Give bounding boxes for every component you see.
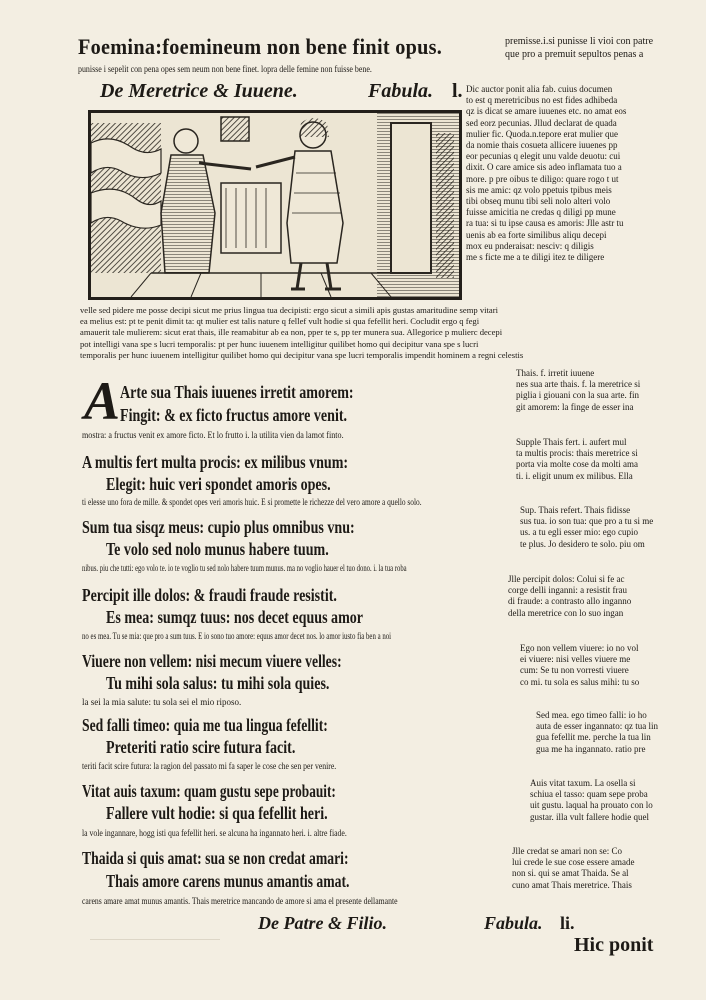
closing-verse: Foemina:foemineum non bene finit opus. — [78, 34, 443, 59]
commentary-line: me s ficte me a te diligi itez te diligere — [466, 252, 605, 263]
margin-note-line: Sup. Thais refert. Thais fidisse — [520, 505, 631, 515]
commentary-line: eor pecunias q elegit unu valde deuotu: cui — [466, 151, 621, 162]
margin-note-line: gustar. illa vult fallere hodie quel — [530, 811, 649, 822]
top-right-gloss-2: que pro a premuit sepultos penas a — [505, 49, 644, 60]
verse-gloss: mostra: a fructus venit ex amore ficto. Et lo frutto i. la utilita vien da lamot finto. — [82, 430, 344, 440]
commentary-line: sis me amic: qz volo ppetuis tpibus meis — [466, 184, 612, 195]
verse-line: Fallere vult hodie: si qua fefellit heri. — [106, 803, 328, 823]
fable-title: De Meretrice & Iuuene. — [100, 80, 298, 102]
margin-note-1 — [516, 368, 696, 413]
margin-note-line: Sed mea. ego timeo falli: io ho — [536, 710, 647, 720]
verse-line: A multis fert multa procis: ex milibus vnum: — [82, 452, 349, 472]
commentary-line: temporalis per hunc iuuenem intelligitur quilibet homo qui decipitur vana spe lucri temporalis impendit hominem a regni celestis — [80, 349, 524, 360]
margin-note-line: uit gustu. laqual ha prouato con lo — [530, 800, 653, 811]
margin-note-8 — [512, 846, 696, 891]
next-fable-label: Fabula. — [484, 913, 543, 933]
decorated-initial: A — [84, 371, 121, 431]
verse-line: Viuere non vellem: nisi mecum viuere velles: — [82, 651, 342, 671]
margin-note-line: cum: Se tu non vorresti viuere — [520, 665, 629, 676]
commentary-line: velle sed pidere me posse decipi sicut me prius lingua tua decipisti: ergo sicut a simili apis gustas amaritudine semp vitari — [80, 305, 498, 315]
verse-line: Tu mihi sola salus: tu mihi sola quies. — [106, 673, 330, 693]
margin-note-line: us. a tu egli esser mio: ego cupio — [520, 527, 638, 538]
verse-line: Es mea: sumqz tuus: nos decet equus amor — [106, 607, 364, 627]
fable-number: l. — [452, 80, 463, 102]
margin-note-line: git amorem: la finge de esser ina — [516, 401, 634, 412]
margin-note-line: ti. i. eligit unum ex milibus. Ella — [516, 470, 633, 481]
commentary-line: pot intelligi vana spe s lucri temporalis: pt per hunc iuuenem intelligitur quilibet homo qui decipitur vana spe s lucri — [80, 338, 479, 349]
verse-gloss: la vole ingannare, hogg isti qua fefellit heri. se alcuna ha ingannato heri. i. altre fiade. — [82, 828, 347, 838]
faint-stamp-mark — [90, 935, 220, 977]
margin-note-line: lui crede le sue cose essere amade — [512, 857, 635, 868]
margin-note-line: non si. qui se amat Thaida. Se al — [512, 868, 629, 879]
commentary-line: qz is dicat se amare iuuenes etc. no amat eos — [466, 106, 627, 117]
verse-line: Sed falli timeo: quia me tua lingua fefellit: — [82, 715, 328, 735]
margin-note-line: te plus. Jo desidero te solo. piu om — [520, 538, 645, 549]
margin-note-2 — [516, 437, 696, 482]
margin-note-7 — [530, 778, 696, 823]
margin-note-line: Ego non vellem viuere: io no vol — [520, 643, 639, 653]
commentary-line: ea melius est: pt te penit dimit ta: qt mulier est talis nature q fellef vult hodie si qua fefellit heri. Cocludit ergo q fegi — [80, 316, 480, 327]
margin-note-line: Jlle credat se amari non se: Co — [512, 846, 622, 856]
margin-note-line: ta multis procis: thais meretrice si — [516, 448, 638, 459]
margin-note-line: Jlle percipit dolos: Colui si fe ac — [508, 574, 625, 584]
commentary-line: dixit. O care amice sis adeo inflamata tuo a — [466, 162, 622, 173]
commentary-line: sed eorz pecunias. Jllud declarat de quada — [466, 117, 617, 128]
next-fable-opening: Hic ponit — [574, 934, 654, 956]
verse-line: Thaida si quis amat: sua se non credat amari: — [82, 848, 349, 868]
next-fable-number: li. — [560, 913, 575, 933]
verse-gloss: la sei la mia salute: tu sola sei el mio riposo. — [82, 697, 242, 707]
commentary-line: amauerit tale mulierem: sicut erat thais, ille reamabitur ab ea non, pper te s, pp ter munera sua. Allegorice p mulierc decepi — [80, 327, 503, 338]
commentary-line: uenis ab ea forte similibus aliqu decepi — [466, 229, 607, 240]
commentary-line: to est q meretricibus no est fides adhibeda — [466, 95, 618, 106]
margin-note-5 — [520, 643, 696, 688]
verse-line: Arte sua Thais iuuenes irretit amorem: — [120, 382, 354, 402]
margin-note-line: gua fefellit me. perche la tua lin — [536, 732, 651, 743]
verse-gloss: no es mea. Tu se mia: que pro a sum tuus. E io sono tuo amore: equus amor decet nos. lo amor iusto fia ben a noi — [82, 631, 392, 641]
margin-note-line: Supple Thais fert. i. aufert mul — [516, 437, 627, 447]
margin-note-line: piglia i giouani con la sua arte. fin — [516, 390, 639, 401]
top-right-gloss-1: premisse.i.si punisse li vioi con patre — [505, 36, 654, 47]
margin-note-line: Auis vitat taxum. La osella si — [530, 778, 636, 788]
closing-verse-gloss: punisse i sepelit con pena opes sem neum non bene finet. lopra delle femine non fuisse bene. — [78, 64, 372, 74]
margin-note-line: gua me ha ingannato. ratio pre — [536, 743, 646, 754]
margin-note-4 — [508, 574, 696, 619]
verse-line: Thais amore carens munus amantis amat. — [106, 871, 350, 891]
commentary-line: Dic auctor ponit alia fab. cuius documen — [466, 84, 613, 94]
right-commentary — [466, 84, 694, 263]
margin-note-6 — [536, 710, 696, 755]
commentary-line: mox eu pnderaisat: nesciv: q diligis — [466, 240, 594, 251]
verse-line: Elegit: huic veri spondet amoris opes. — [106, 474, 331, 494]
margin-note-line: auta de esser ingannato: qz tua lin — [536, 721, 658, 732]
commentary-line: mulier fic. Quoda.n.tepore erat mulier que — [466, 128, 618, 139]
commentary-line: da nomie thais cosueta allicere iuuenes pp — [466, 140, 618, 151]
commentary-line: ra tua: si tu ipse causa es amoris: Jlle astr tu — [466, 218, 624, 229]
margin-note-3 — [520, 505, 696, 550]
verse-gloss: nibus. piu che tutti: ego volo te. io te voglio tu sed nolo habere tuum munus. ma no voglio hauer el tuo dono. i. la tua roba — [82, 563, 407, 573]
margin-note-line: della meretrice con lo suo ingan — [508, 607, 624, 618]
commentary-line: tibi obseq munu tibi seli nolo alteri volo — [466, 196, 611, 207]
full-commentary — [80, 305, 696, 361]
verse-gloss: teriti facit scire futura: la ragion del passato mi fa saper le cose che sen per venire. — [82, 761, 337, 771]
verse-gloss: ti elesse uno fora de mille. & spondet opes veri amoris huic. E si promette le richezze del vero amore a quello solo. — [82, 497, 422, 507]
verse-line: Fingit: & ex ficto fructus amore venit. — [120, 405, 348, 425]
margin-note-line: porta via molte cose da molti ama — [516, 459, 638, 470]
margin-note-line: di fraude: a contrasto allo inganno — [508, 596, 632, 607]
margin-note-line: cuno amat Thais meretrice. Thais — [512, 879, 632, 890]
verse-line: Percipit ille dolos: & fraudi fraude resistit. — [82, 585, 337, 605]
fable-label: Fabula. — [368, 80, 434, 102]
margin-note-line: Thais. f. irretit iuuene — [516, 368, 595, 378]
margin-note-line: ei viuere: nisi velles viuere me — [520, 654, 631, 665]
commentary-line: more. p pre oibus te diligo: quare rogo t ut — [466, 173, 619, 184]
margin-note-line: corge delli inganni: a resistit frau — [508, 585, 628, 596]
verse-line: Te volo sed nolo munus habere tuum. — [106, 539, 329, 559]
verse-line: Vitat auis taxum: quam gustu sepe probauit: — [82, 781, 336, 801]
next-fable-title: De Patre & Filio. — [258, 913, 387, 933]
woodcut-illustration — [88, 110, 462, 300]
margin-note-line: nes sua arte thais. f. la meretrice si — [516, 379, 641, 390]
margin-note-line: sus tua. io son tua: que pro a tu si me — [520, 516, 654, 527]
verse-line: Preteriti ratio scire futura facit. — [106, 737, 296, 757]
verse-line: Sum tua sisqz meus: cupio plus omnibus vnu: — [82, 517, 355, 537]
verse-gloss: carens amare amat munus amantis. Thais meretrice mancando de amore si ama el presente dellamante — [82, 896, 398, 906]
margin-note-line: schiua el tasso: quam sepe proba — [530, 789, 648, 800]
commentary-line: fuisse amicitia ne credas q diligi pp mune — [466, 207, 616, 218]
margin-note-line: co mi. tu sola es salus mihi: tu so — [520, 676, 640, 687]
